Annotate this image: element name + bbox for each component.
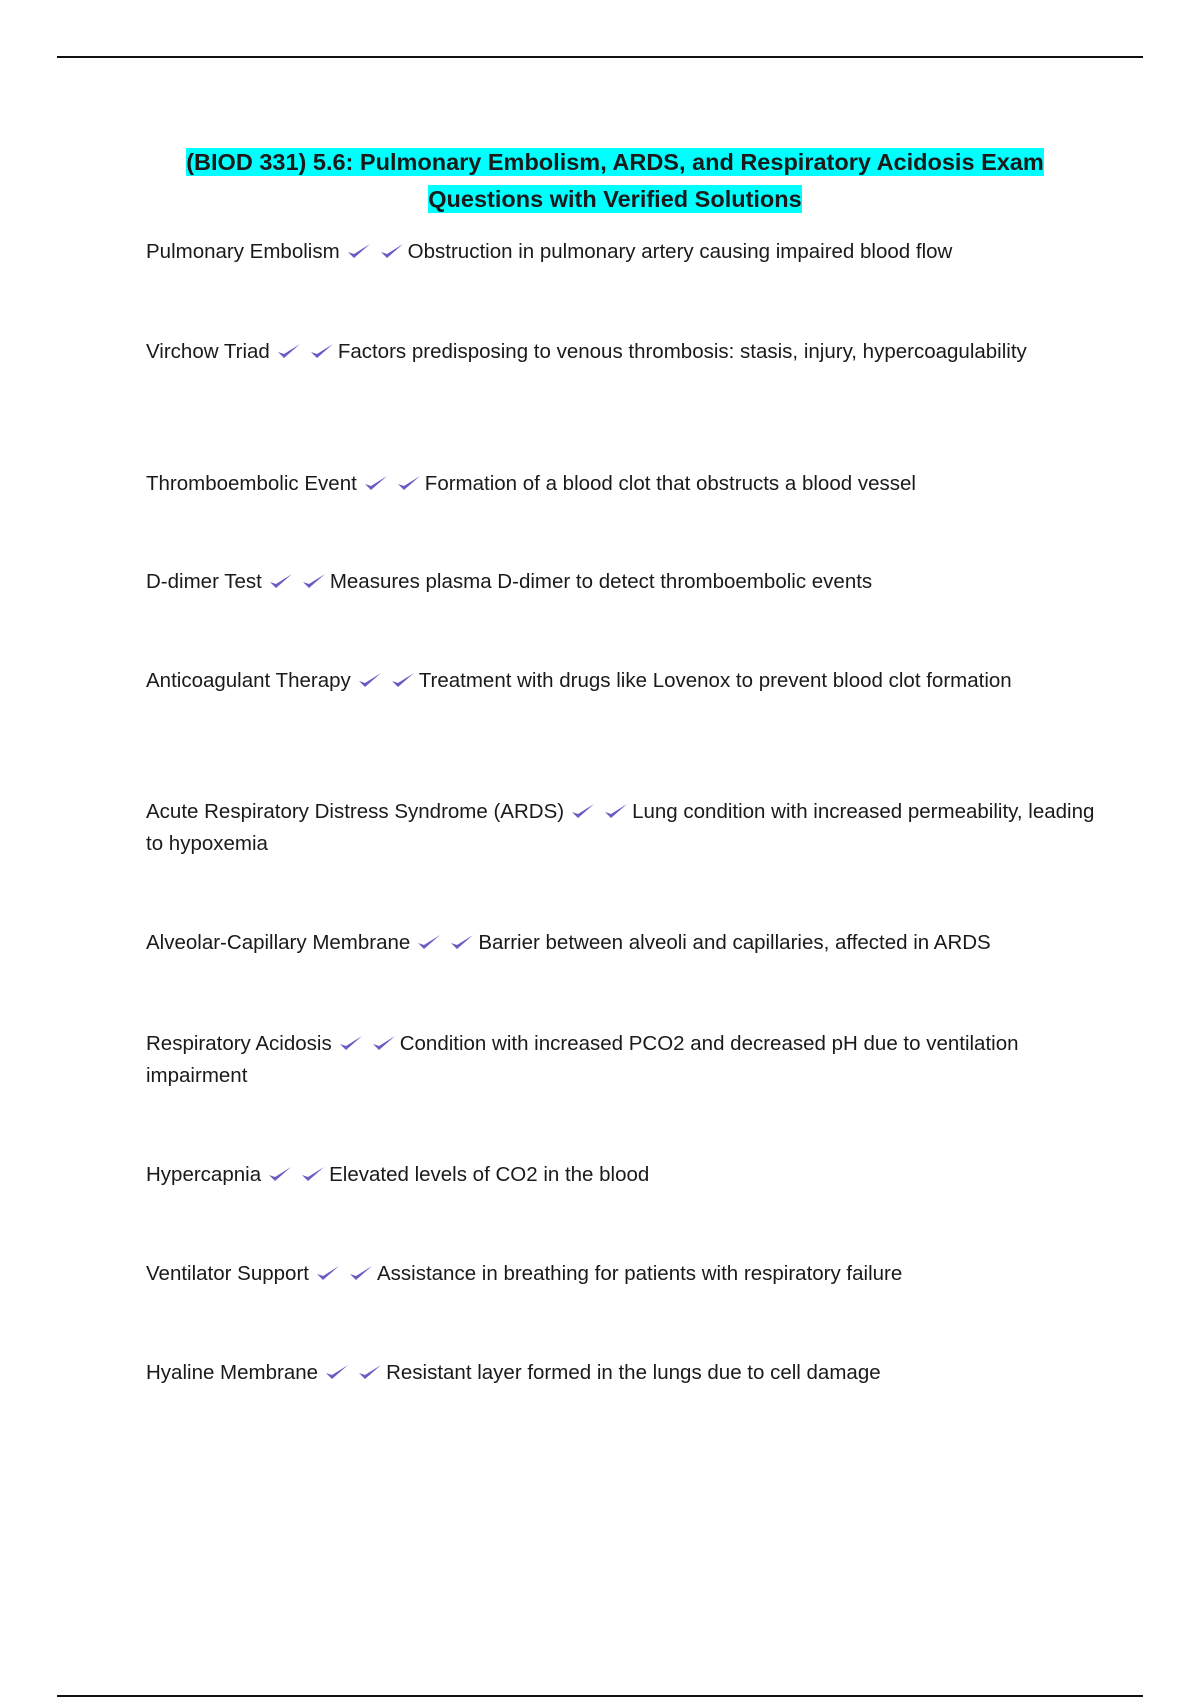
qa-item [146,796,1096,860]
check-mark-icon [346,242,372,260]
qa-term: D-dimer Test [146,570,262,593]
check-mark-icon [300,1165,326,1183]
check-mark-icon [268,572,294,590]
check-mark-icon [357,1363,383,1381]
title-line-1: (BIOD 331) 5.6: Pulmonary Embolism, ARDS, and Respiratory Acidosis Exam [186,149,1044,175]
check-mark-icon [315,1264,341,1282]
check-mark-icon [357,671,383,689]
qa-item [146,566,1096,598]
check-mark-icon [603,802,629,820]
qa-definition: Obstruction in pulmonary artery causing impaired blood flow [407,240,953,263]
qa-definition: Measures plasma D-dimer to detect thromboembolic events [329,570,873,593]
check-mark-icon [379,242,405,260]
qa-definition: Barrier between alveoli and capillaries, affected in ARDS [478,931,991,954]
document-title [120,144,1110,218]
check-mark-icon [390,671,416,689]
check-mark-icon [338,1034,364,1052]
qa-item [146,236,1096,268]
check-mark-icon [348,1264,374,1282]
title-line-2: Questions with Verified Solutions [428,186,802,212]
qa-term: Anticoagulant Therapy [146,669,351,692]
check-mark-icon [267,1165,293,1183]
qa-item [146,1159,1096,1191]
check-mark-icon [570,802,596,820]
check-mark-icon [276,342,302,360]
qa-term: Virchow Triad [146,340,270,363]
qa-definition: Formation of a blood clot that obstructs a blood vessel [424,472,916,495]
check-mark-icon [416,933,442,951]
bottom-divider [57,1695,1143,1697]
qa-term: Thromboembolic Event [146,472,357,495]
check-mark-icon [309,342,335,360]
top-divider [57,56,1143,58]
qa-item [146,468,1096,500]
qa-item [146,665,1096,697]
qa-definition: Factors predisposing to venous thrombosis: stasis, injury, hypercoagulability [337,340,1027,363]
qa-term: Hyaline Membrane [146,1361,319,1384]
check-mark-icon [324,1363,350,1381]
qa-definition: Condition with increased PCO2 and decreased pH due to ventilation impairment [146,1032,1019,1087]
qa-term: Alveolar-Capillary Membrane [146,931,411,954]
qa-definition: Resistant layer formed in the lungs due to cell damage [386,1361,881,1384]
check-mark-icon [301,572,327,590]
qa-item [146,1258,1096,1290]
qa-term: Pulmonary Embolism [146,240,340,263]
qa-term: Acute Respiratory Distress Syndrome (ARDS) [146,800,565,823]
qa-item [146,1357,1096,1389]
qa-term: Respiratory Acidosis [146,1032,332,1055]
check-mark-icon [363,474,389,492]
check-mark-icon [449,933,475,951]
qa-item [146,1028,1096,1092]
check-mark-icon [371,1034,397,1052]
qa-term: Ventilator Support [146,1262,309,1285]
qa-definition: Lung condition with increased permeability, leading to hypoxemia [146,800,1095,855]
qa-item [146,927,1096,959]
qa-definition: Treatment with drugs like Lovenox to prevent blood clot formation [418,669,1012,692]
qa-item [146,336,1096,368]
qa-definition: Elevated levels of CO2 in the blood [329,1163,650,1186]
qa-term: Hypercapnia [146,1163,262,1186]
check-mark-icon [396,474,422,492]
qa-definition: Assistance in breathing for patients with respiratory failure [376,1262,903,1285]
